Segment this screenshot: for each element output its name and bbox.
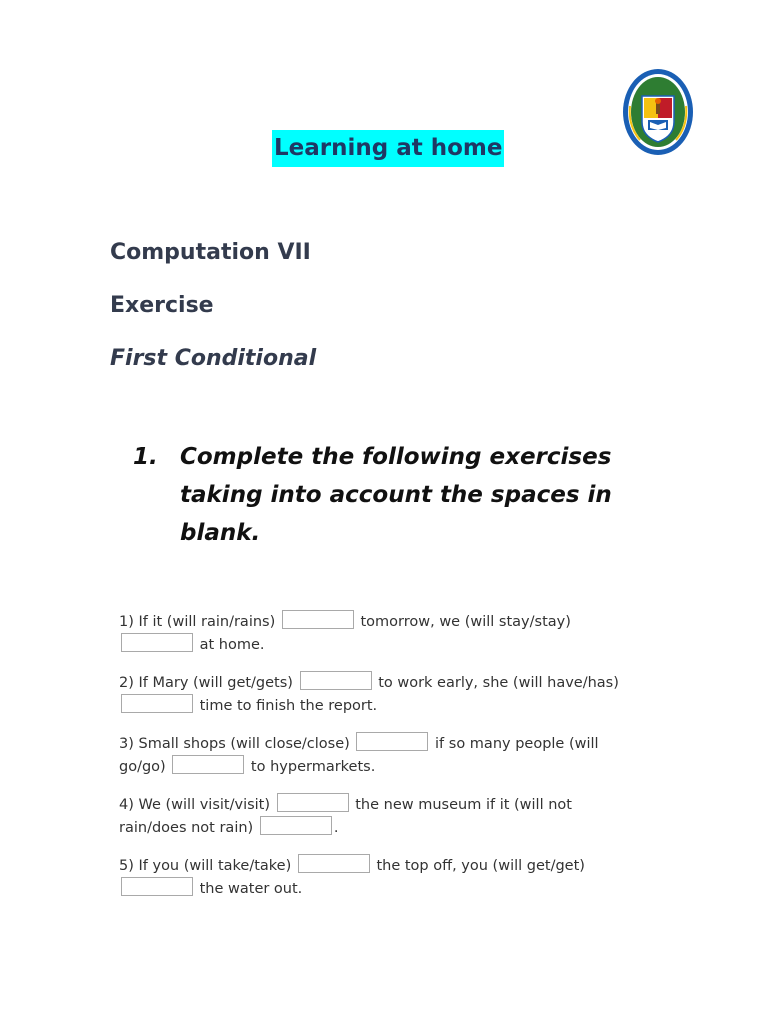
answer-blank[interactable]	[300, 671, 372, 690]
answer-blank[interactable]	[172, 755, 244, 774]
answer-blank[interactable]	[282, 610, 354, 629]
exercise-text: if so many people (will go/go)	[119, 736, 599, 775]
instruction-text: Complete the following exercises taking into account the spaces in blank.	[180, 444, 612, 546]
exercise-text: tomorrow, we (will stay/stay)	[360, 614, 571, 630]
answer-blank[interactable]	[260, 816, 332, 835]
exercise-item	[119, 793, 639, 839]
exercise-item	[119, 732, 639, 778]
exercise-item	[119, 671, 639, 717]
institution-logo	[620, 66, 696, 158]
section-heading: Exercise	[110, 293, 214, 318]
exercise-text: .	[333, 820, 339, 836]
exercise-text: time to finish the report.	[199, 698, 378, 714]
exercise-text: 4) We (will visit/visit)	[119, 797, 271, 813]
exercise-text: to hypermarkets.	[250, 759, 376, 775]
instruction	[133, 438, 633, 552]
answer-blank[interactable]	[356, 732, 428, 751]
exercise-item	[119, 854, 639, 900]
course-name: Computation VII	[110, 240, 311, 265]
exercise-item	[119, 610, 639, 656]
exercise-text: at home.	[199, 637, 265, 653]
exercise-text: 2) If Mary (will get/gets)	[119, 675, 293, 691]
exercise-text: the top off, you (will get/get)	[376, 858, 585, 874]
crest-icon	[620, 66, 696, 158]
exercise-text: 5) If you (will take/take)	[119, 858, 292, 874]
exercise-text: 3) Small shops (will close/close)	[119, 736, 350, 752]
instruction-number: 1.	[133, 444, 158, 470]
exercise-text: to work early, she (will have/has)	[378, 675, 619, 691]
answer-blank[interactable]	[121, 633, 193, 652]
answer-blank[interactable]	[277, 793, 349, 812]
answer-blank[interactable]	[298, 854, 370, 873]
exercise-text: 1) If it (will rain/rains)	[119, 614, 276, 630]
topic-heading: First Conditional	[110, 346, 317, 371]
page-title: Learning at home	[272, 130, 504, 167]
answer-blank[interactable]	[121, 694, 193, 713]
exercise-text: the water out.	[199, 881, 303, 897]
exercise-text: the new museum if it (will not rain/does not rain)	[119, 797, 572, 836]
answer-blank[interactable]	[121, 877, 193, 896]
